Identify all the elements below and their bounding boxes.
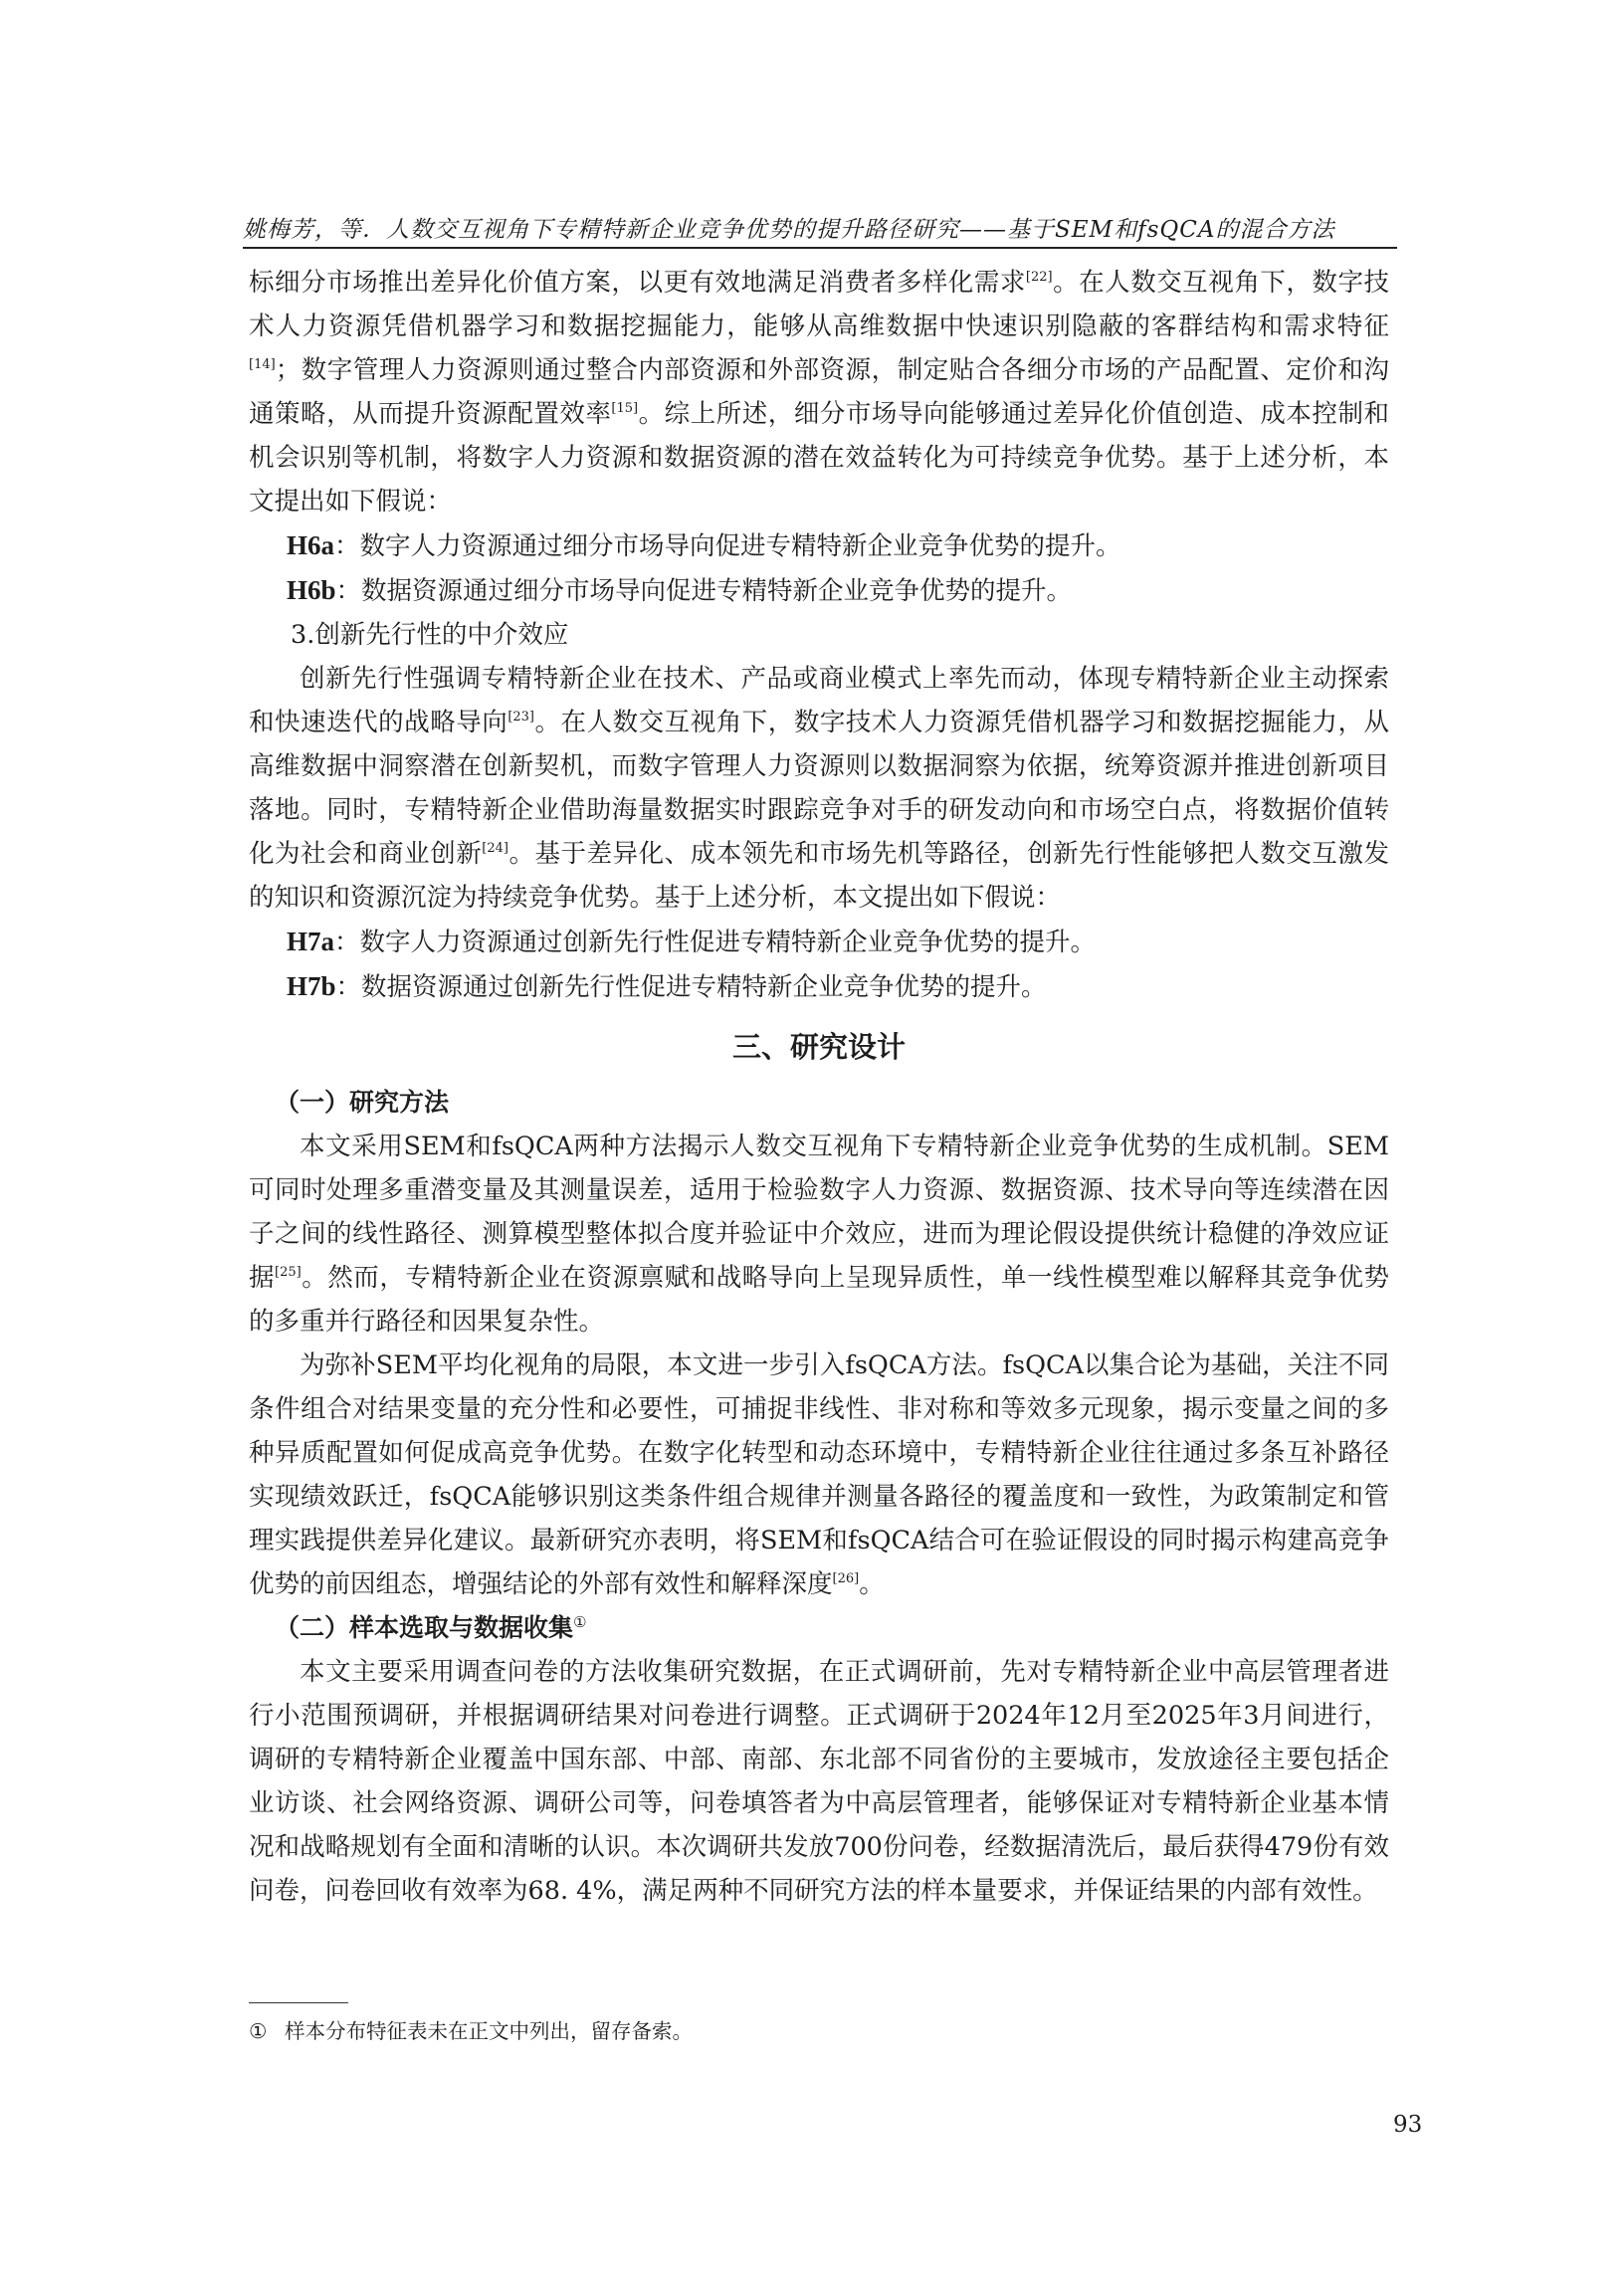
- page-number: 93: [1393, 2112, 1423, 2138]
- text-run: 标细分市场推出差异化价值方案，以更有效地满足消费者多样化需求: [249, 268, 1026, 298]
- citation-26[interactable]: [26]: [832, 1571, 860, 1586]
- text-run: （二）样本选取与数据收集: [275, 1613, 574, 1642]
- citation-25[interactable]: [25]: [275, 1265, 302, 1280]
- hypothesis-h6a: [249, 523, 1389, 568]
- hypothesis-label: H7b: [287, 971, 336, 1001]
- citation-23[interactable]: [23]: [508, 710, 534, 725]
- hypothesis-text: ：数字人力资源通过细分市场导向促进专精特新企业竞争优势的提升。: [334, 531, 1121, 561]
- footnote-text: 样本分布特征表未在正文中列出，留存备索。: [285, 2019, 693, 2043]
- footnote-rule: [249, 2002, 348, 2003]
- subsection-methods-title: （一）研究方法: [275, 1088, 450, 1117]
- footnote: [249, 2016, 693, 2046]
- text-run: 。然而，专精特新企业在资源禀赋和战略导向上呈现异质性，单一线性模型难以解释其竞争优势的多重并行路径和因果复杂性。: [249, 1263, 1389, 1337]
- text-run: 。综上所述，细分市场导向能够通过差异化价值创造、成本控制和机会识别等机制，将数字人力资源和数据资源的潜在效益转化为可持续竞争优势。基于上述分析，本文提出如下假说：: [249, 399, 1389, 517]
- hypothesis-label: H7a: [287, 927, 335, 956]
- citation-22[interactable]: [22]: [1025, 270, 1053, 285]
- text-run: 为弥补SEM平均化视角的局限，本文进一步引入fsQCA方法。fsQCA以集合论为基础，关注不同条件组合对结果变量的充分性和必要性，可捕捉非线性、非对称和等效多元现象，揭示变量之间的多种异质配置如何促成高竞争优势。在数字化转型和动态环境中，专精特新企业往往通过多条互补路径实现绩效跃迁，fsQCA能够识别这类条件组合规律并测量各路径的覆盖度和一致性，为政策制定和管理实践提供差异化建议。最新研究亦表明，将SEM和fsQCA结合可在验证假设的同时揭示构建高竞争优势的前因组态，增强结论的外部有效性和解释深度: [249, 1350, 1389, 1599]
- hypothesis-text: ：数字人力资源通过创新先行性促进专精特新企业竞争优势的提升。: [334, 928, 1097, 957]
- text-run: 。在人数交互视角下，数字技术人力资源凭借机器学习和数据挖掘能力，从高维数据中洞察潜在创新契机，而数字管理人力资源则以数据洞察为依据，统筹资源并推进创新项目落地。同时，专精特新企业借助海量数据实时跟踪竞争对手的研发动向和市场空白点，将数据价值转化为社会和商业创新: [249, 708, 1389, 869]
- text-run: 创新先行性强调专精特新企业在技术、产品或商业模式上率先而动，体现专精特新企业主动探索和快速迭代的战略导向: [249, 664, 1389, 737]
- article-body: [249, 261, 1389, 1913]
- hypothesis-text: ：数据资源通过细分市场导向促进专精特新企业竞争优势的提升。: [335, 576, 1073, 606]
- paragraph-sample: 本文主要采用调查问卷的方法收集研究数据，在正式调研前，先对专精特新企业中高层管理者进行小范围预调研，并根据调研结果对问卷进行调整。正式调研于2024年12月至2025年3月间进行，调研的专精特新企业覆盖中国东部、中部、南部、东北部不同省份的主要城市，发放途径主要包括企业访谈、社会网络资源、调研公司等，问卷填答者为中高层管理者，能够保证对专精特新企业基本情况和战略规划有全面和清晰的认识。本次调研共发放700份问卷，经数据清洗后，最后获得479份有效问卷，问卷回收有效率为68. 4%，满足两种不同研究方法的样本量要求，并保证结果的内部有效性。: [249, 1657, 1389, 1906]
- text-run: 。基于差异化、成本领先和市场先机等路径，创新先行性能够把人数交互激发的知识和资源沉淀为持续竞争优势。基于上述分析，本文提出如下假说：: [249, 839, 1389, 913]
- section-title: 三、研究设计: [731, 1030, 906, 1064]
- citation-15[interactable]: [15]: [611, 401, 639, 416]
- text-run: 。: [859, 1569, 885, 1599]
- hypothesis-h7b: [249, 964, 1389, 1009]
- subheading-innovation: 3.创新先行性的中介效应: [291, 620, 569, 650]
- paragraph-segmentation: [249, 261, 1389, 523]
- footnote-mark: ①: [249, 2019, 268, 2043]
- paragraph-methods-sem: [249, 1125, 1389, 1344]
- text-run: 本文采用SEM和fsQCA两种方法揭示人数交互视角下专精特新企业竞争优势的生成机制。SEM可同时处理多重潜变量及其测量误差，适用于检验数字人力资源、数据资源、技术导向等连续潜在因子之间的线性路径、测算模型整体拟合度并验证中介效应，进而为理论假设提供统计稳健的净效应证据: [249, 1132, 1389, 1293]
- running-header: 姚梅芳，等．人数交互视角下专精特新企业竞争优势的提升路径研究——基于SEM和fsQCA的混合方法: [243, 217, 1335, 243]
- header-rule: [243, 247, 1397, 249]
- paragraph-methods-fsqca: [249, 1344, 1389, 1606]
- footnote-reference[interactable]: ①: [573, 1613, 587, 1631]
- citation-24[interactable]: [24]: [482, 841, 508, 856]
- hypothesis-h7a: [249, 920, 1389, 964]
- text-run: ；数字管理人力资源则通过整合内部资源和外部资源，制定贴合各细分市场的产品配置、定价和沟通策略，从而提升资源配置效率: [249, 355, 1389, 429]
- text-run: 。在人数交互视角下，数字技术人力资源凭借机器学习和数据挖掘能力，能够从高维数据中快速识别隐蔽的客群结构和需求特征: [249, 268, 1389, 341]
- paragraph-innovation: [249, 657, 1389, 920]
- hypothesis-label: H6b: [287, 575, 336, 605]
- hypothesis-text: ：数据资源通过创新先行性促进专精特新企业竞争优势的提升。: [335, 972, 1047, 1002]
- hypothesis-label: H6a: [287, 530, 335, 560]
- citation-14[interactable]: [14]: [249, 357, 276, 372]
- hypothesis-h6b: [249, 568, 1389, 613]
- subsection-sample-title: [249, 1606, 1389, 1650]
